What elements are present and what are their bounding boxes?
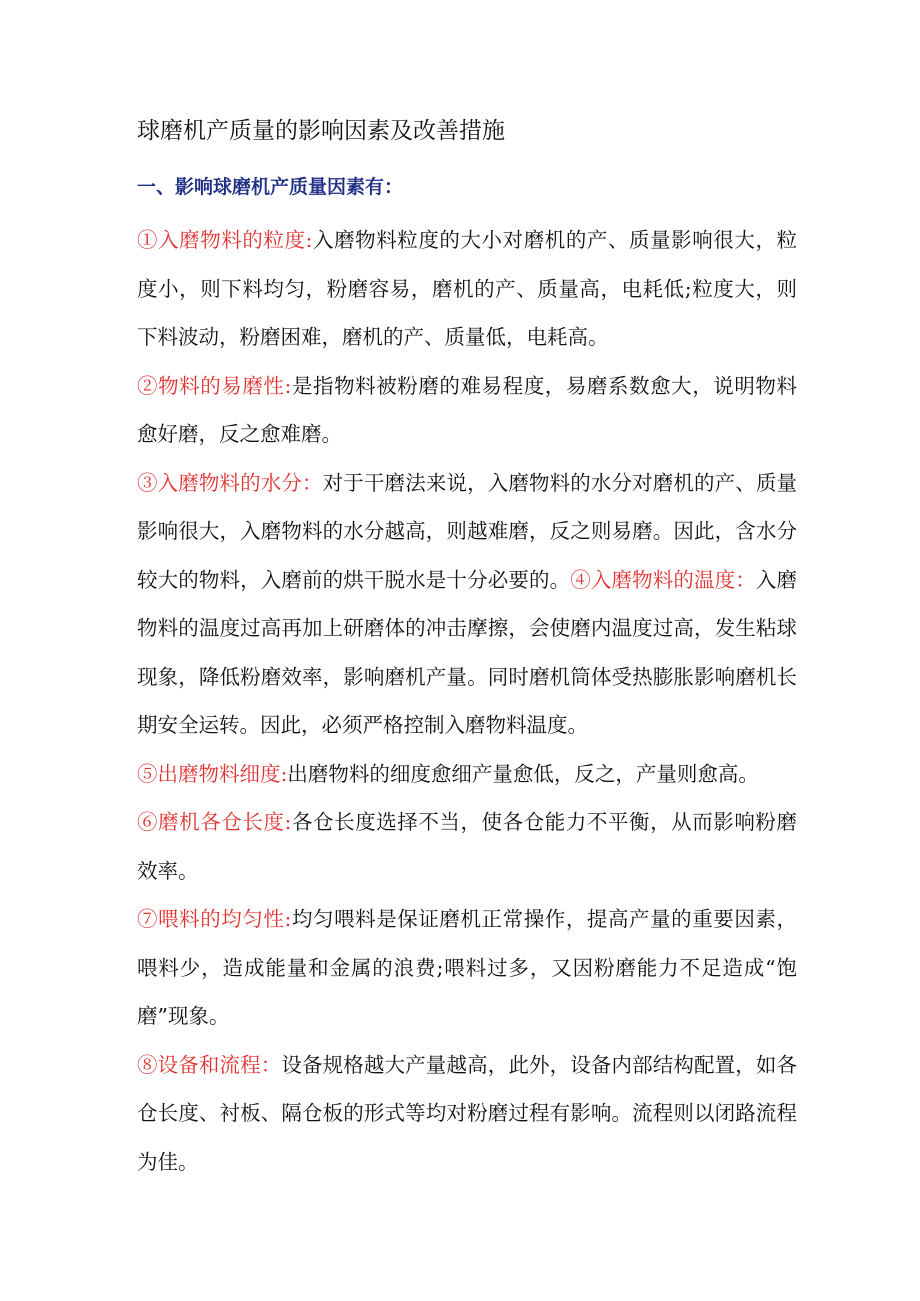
item-label: ④入磨物料的温度： bbox=[570, 567, 756, 592]
item-text: 是指物料被粉磨的难易程度，易磨系数愈大，说明物料愈好磨，反之愈难磨。 bbox=[137, 373, 797, 446]
section-heading: 一、影响球磨机产质量因素有： bbox=[137, 176, 404, 198]
item-text: 各仓长度选择不当，使各仓能力不平衡，从而影响粉磨效率。 bbox=[137, 810, 797, 883]
item-text: 对于干磨法来说，入磨物料的水分对磨机的产、质量影响很大，入磨物料的水分越高，则越难磨，反之则易磨。因此，含水分较大的物料，入磨前的烘干脱水是十分必要的。 bbox=[137, 470, 798, 592]
item-label: ⑥磨机各仓长度: bbox=[137, 810, 292, 834]
item-text: 均匀喂料是保证磨机正常操作，提高产量的重要因素，喂料少，造成能量和金属的浪费;喂料过多，又因粉磨能力不足造成“饱磨”现象。 bbox=[137, 907, 797, 1028]
paragraph-item-1 bbox=[137, 216, 797, 362]
item-label: ①入磨物料的粒度: bbox=[137, 228, 313, 252]
item-text: 入磨物料粒度的大小对磨机的产、质量影响很大，粒度小，则下料均匀，粉磨容易，磨机的产、质量高，电耗低;粒度大，则下料波动，粉磨困难，磨机的产、质量低，电耗高。 bbox=[137, 228, 798, 349]
item-label: ②物料的易磨性: bbox=[137, 373, 292, 398]
paragraph-item-8 bbox=[137, 1041, 797, 1187]
paragraph-item-2 bbox=[137, 362, 797, 459]
paragraph-item-7 bbox=[137, 895, 797, 1041]
item-label: ③入磨物料的水分： bbox=[137, 470, 323, 495]
item-text: 入磨物料的温度过高再加上研磨体的冲击摩擦，会使磨内温度过高，发生粘球现象，降低粉磨效率，影响磨机产量。同时磨机筒体受热膨胀影响磨机长期安全运转。因此，必须严格控制入磨物料温度。 bbox=[137, 567, 798, 737]
paragraph-item-5 bbox=[137, 750, 797, 799]
document-title: 球磨机产质量的影响因素及改善措施 bbox=[137, 118, 505, 144]
item-text: 设备规格越大产量越高，此外，设备内部结构配置，如各仓长度、衬板、隔仓板的形式等均对粉磨过程有影响。流程则以闭路流程为佳。 bbox=[137, 1052, 798, 1174]
paragraph-item-3-4 bbox=[137, 459, 797, 750]
document-body bbox=[137, 216, 797, 1186]
paragraph-item-6 bbox=[137, 798, 797, 895]
item-label: ⑦喂料的均匀性: bbox=[137, 907, 292, 931]
item-label: ⑧设备和流程： bbox=[137, 1052, 282, 1077]
item-text: 出磨物料的细度愈细产量愈低，反之，产量则愈高。 bbox=[287, 761, 759, 786]
item-label: ⑤出磨物料细度: bbox=[137, 761, 288, 786]
